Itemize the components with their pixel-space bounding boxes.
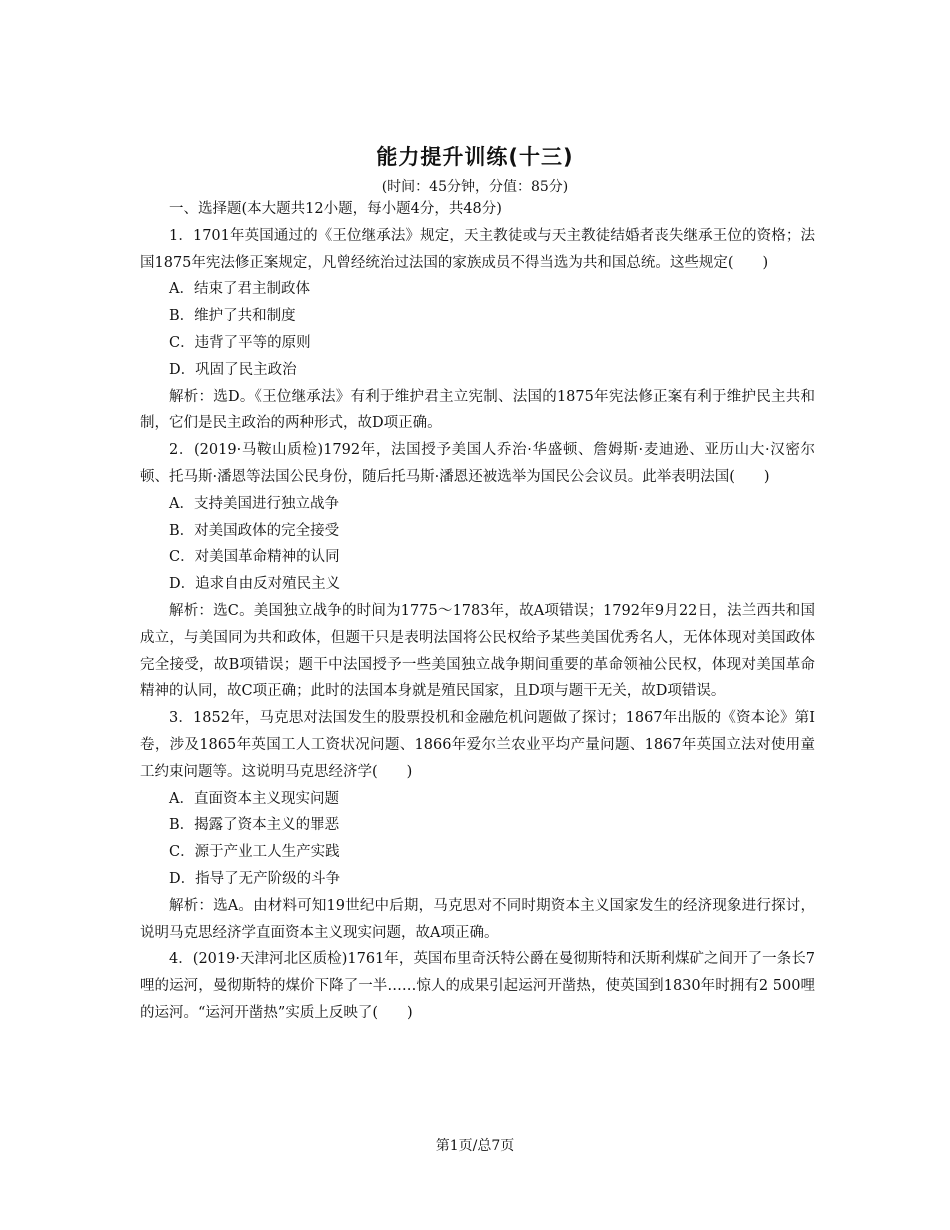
- question-1-option-a: A．结束了君主制政体: [169, 281, 310, 298]
- question-3-option-a: A．直面资本主义现实问题: [169, 790, 339, 807]
- question-2-option-a: A．支持美国进行独立战争: [169, 495, 339, 512]
- question-3-stem: 3．1852年，马克思对法国发生的股票投机和金融危机问题做了探讨；1867年出版的《资本论》第Ⅰ卷，涉及1865年英国工人工资状况问题、1866年爱尔兰农业平均产量问题、1867年英国立法对使用童工约束问题等。这说明马克思经济学( ): [140, 710, 815, 780]
- question-4-stem: 4．(2019·天津河北区质检)1761年，英国布里奇沃特公爵在曼彻斯特和沃斯利煤矿之间开了一条长7哩的运河，曼彻斯特的煤价下降了一半……惊人的成果引起运河开凿热，使英国到1830年时拥有2 500哩的运河。“运河开凿热”实质上反映了( ): [140, 951, 815, 1021]
- question-3-analysis: 解析：选A。由材料可知19世纪中后期，马克思对不同时期资本主义国家发生的经济现象进行探讨，说明马克思经济学直面资本主义现实问题，故A项正确。: [140, 897, 815, 941]
- question-1-stem: 1．1701年英国通过的《王位继承法》规定，天主教徒或与天主教徒结婚者丧失继承王位的资格；法国1875年宪法修正案规定，凡曾经统治过法国的家族成员不得当选为共和国总统。这些规定( ): [140, 227, 815, 271]
- question-3-option-c: C．源于产业工人生产实践: [169, 844, 340, 861]
- question-1-option-b: B．维护了共和制度: [169, 308, 296, 325]
- question-2-stem: 2．(2019·马鞍山质检)1792年，法国授予美国人乔治·华盛顿、詹姆斯·麦迪逊、亚历山大·汉密尔顿、托马斯·潘恩等法国公民身份，随后托马斯·潘恩还被选举为国民公会议员。此举表明法国( ): [140, 442, 815, 485]
- page-title: 能力提升训练(十三): [376, 145, 574, 169]
- section-heading: 一、选择题(本大题共12小题，每小题4分，共48分): [169, 201, 502, 217]
- question-1-option-d: D．巩固了民主政治: [169, 361, 297, 378]
- question-2-option-d: D．追求自由反对殖民主义: [169, 576, 341, 593]
- question-2-analysis: 解析：选C。美国独立战争的时间为1775～1783年，故A项错误；1792年9月22日，法兰西共和国成立，与美国同为共和政体，但题干只是表明法国将公民权给予某些美国优秀名人，无体体现对美国政体完全接受，故B项错误；题干中法国授予一些美国独立战争期间重要的革命领袖公民权，体现对美国革命精神的认同，故C项正确；此时的法国本身就是殖民国家，且D项与题干无关，故D项错误。: [140, 602, 815, 700]
- question-1-option-c: C．违背了平等的原则: [169, 334, 311, 351]
- page-subtitle: (时间：45分钟，分值：85分): [381, 179, 569, 195]
- document-body: [140, 196, 815, 1027]
- question-1-analysis: 解析：选D。《王位继承法》有利于维护君主立宪制、法国的1875年宪法修正案有利于维护民主共和制，它们是民主政治的两种形式，故D项正确。: [140, 388, 815, 432]
- question-2-option-b: B．对美国政体的完全接受: [169, 522, 340, 539]
- question-3-option-b: B．揭露了资本主义的罪恶: [169, 817, 340, 834]
- page-footer: 第1页/总7页: [435, 1138, 515, 1154]
- question-2-option-c: C．对美国革命精神的认同: [169, 549, 340, 566]
- question-3-option-d: D．指导了无产阶级的斗争: [169, 870, 341, 887]
